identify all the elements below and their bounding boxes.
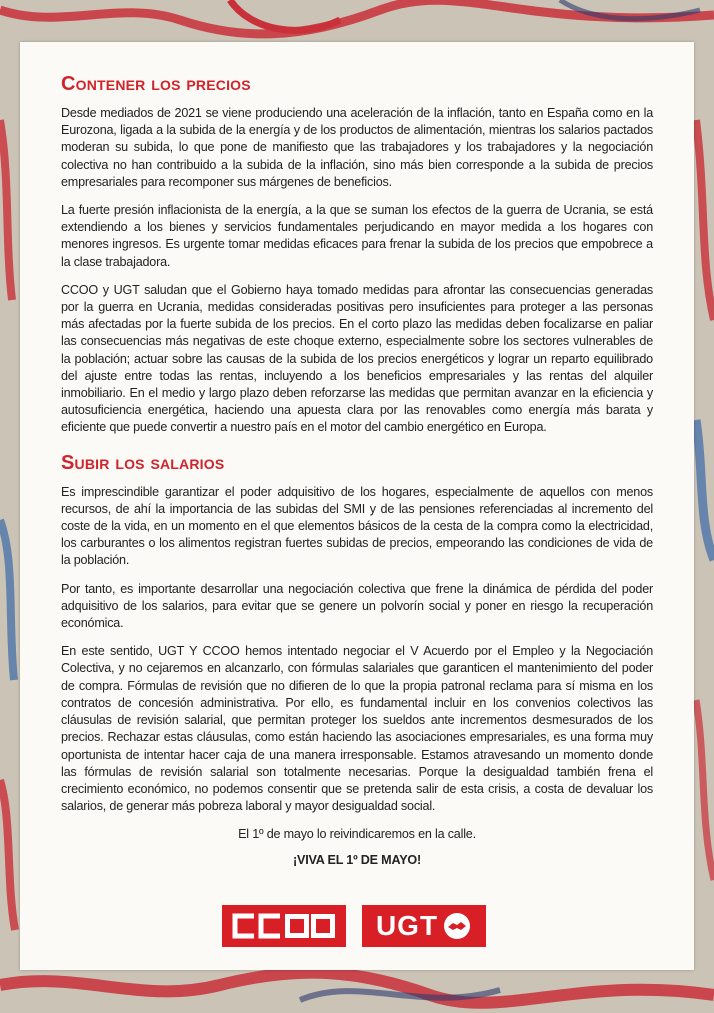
ccoo-logo-mark	[232, 913, 336, 939]
section-title-subir-salarios: Subir los salarios	[61, 451, 225, 474]
cheer-text: ¡VIVA EL 1º DE MAYO!	[293, 852, 421, 867]
paragraph: Es imprescindible garantizar el poder adquisitivo de los hogares, especialmente de aquellos con menos recursos, de ahí la importancia de las subidas del SMI y de las pensiones referenciadas al incremento del coste de la vida, en un momento en el que elementos básicos de la cesta de la compra como la electricidad, los carburantes o los alimentos registran fuertes subidas de precios, empeorando las condiciones de vida de la población.	[61, 484, 653, 568]
section-title-contener-precios: Contener los precios	[61, 73, 251, 95]
paragraph: CCOO y UGT saludan que el Gobierno haya tomado medidas para afrontar las consecuencias generadas por la guerra en Ucrania, medidas consideradas positivas pero insuficientes para proteger a las personas más afectadas por la fuerte subida de los precios. En el corto plazo las medidas deben focalizarse en paliar las consecuencias más negativas de este choque externo, especialmente sobre los sectores vulnerables de la población; actuar sobre las causas de la subida de los precios energéticos y lograr un reparto equilibrado del ajuste entre todas las rentas, incluyendo a los beneficios empresariales y las rentas del alquiler inmobiliario. En el medio y largo plazo deben reforzarse las medidas que permitan avanzar en la eficiencia y autosuficiencia energética, haciendo una apuesta clara por las renovables como energía más barata y eficiente que puede convertir a nuestro país en el motor del cambio energético en Europa.	[61, 282, 653, 435]
paragraph: Por tanto, es importante desarrollar una negociación colectiva que frene la dinámica de pérdida del poder adquisitivo de los salarios, para evitar que se genere un polvorín social y poner en riesgo la recuperación económica.	[61, 581, 653, 631]
paragraph: La fuerte presión inflacionista de la energía, a la que se suman los efectos de la guerra de Ucrania, se está extendiendo a los bienes y servicios fundamentales perjudicando en mayor medida a los hogares con menores ingresos. Es urgente tomar medidas eficaces para frenar la subida de los precios que empobrece a la clase trabajadora.	[61, 203, 653, 269]
handshake-icon	[442, 911, 472, 941]
union-logos	[222, 905, 486, 947]
paragraph: Desde mediados de 2021 se viene produciendo una aceleración de la inflación, tanto en España como en la Eurozona, ligada a la subida de la energía y de los productos de alimentación, mientras los salarios pactados moderan su subida, lo que pone de manifiesto que las trabajadores y los trabajadores y la negociación colectiva no han contribuido a la subida de la inflación, sino más bien corresponde a la subida de precios empresariales para recomponer sus márgenes de beneficios.	[61, 106, 653, 189]
paragraph: En este sentido, UGT Y CCOO hemos intentado negociar el V Acuerdo por el Empleo y la Negociación Colectiva, y no cejaremos en alcanzarlo, con fórmulas salariales que garanticen el mantenimiento del poder de compra. Fórmulas de revisión que no difieren de lo que la propia patronal reclama para sí misma en los contratos de concesión administrativa. Por ello, es fundamental incluir en los convenios colectivos las cláusulas de revisión salarial, que permitan proteger los sueldos ante incrementos desmesurados de los precios. Rechazar estas cláusulas, como están haciendo las asociaciones empresariales, es una forma muy oportunista de intentar hacer caja de una manera irresponsable. Estamos atravesando un momento donde las fórmulas de revisión salarial son totalmente necesarias. Porque la desigualdad también frena el crecimiento económico, no podemos consentir que se pretenda salir de esta crisis, a costa de devaluar los salarios, de generar más pobreza laboral y mayor desigualdad social.	[61, 644, 653, 814]
ccoo-logo	[222, 905, 346, 947]
ugt-logo-text: UGT	[375, 910, 439, 941]
ugt-logo	[362, 905, 486, 947]
closing-text: El 1º de mayo lo reivindicaremos en la calle.	[238, 827, 476, 842]
poster-content	[61, 72, 653, 869]
